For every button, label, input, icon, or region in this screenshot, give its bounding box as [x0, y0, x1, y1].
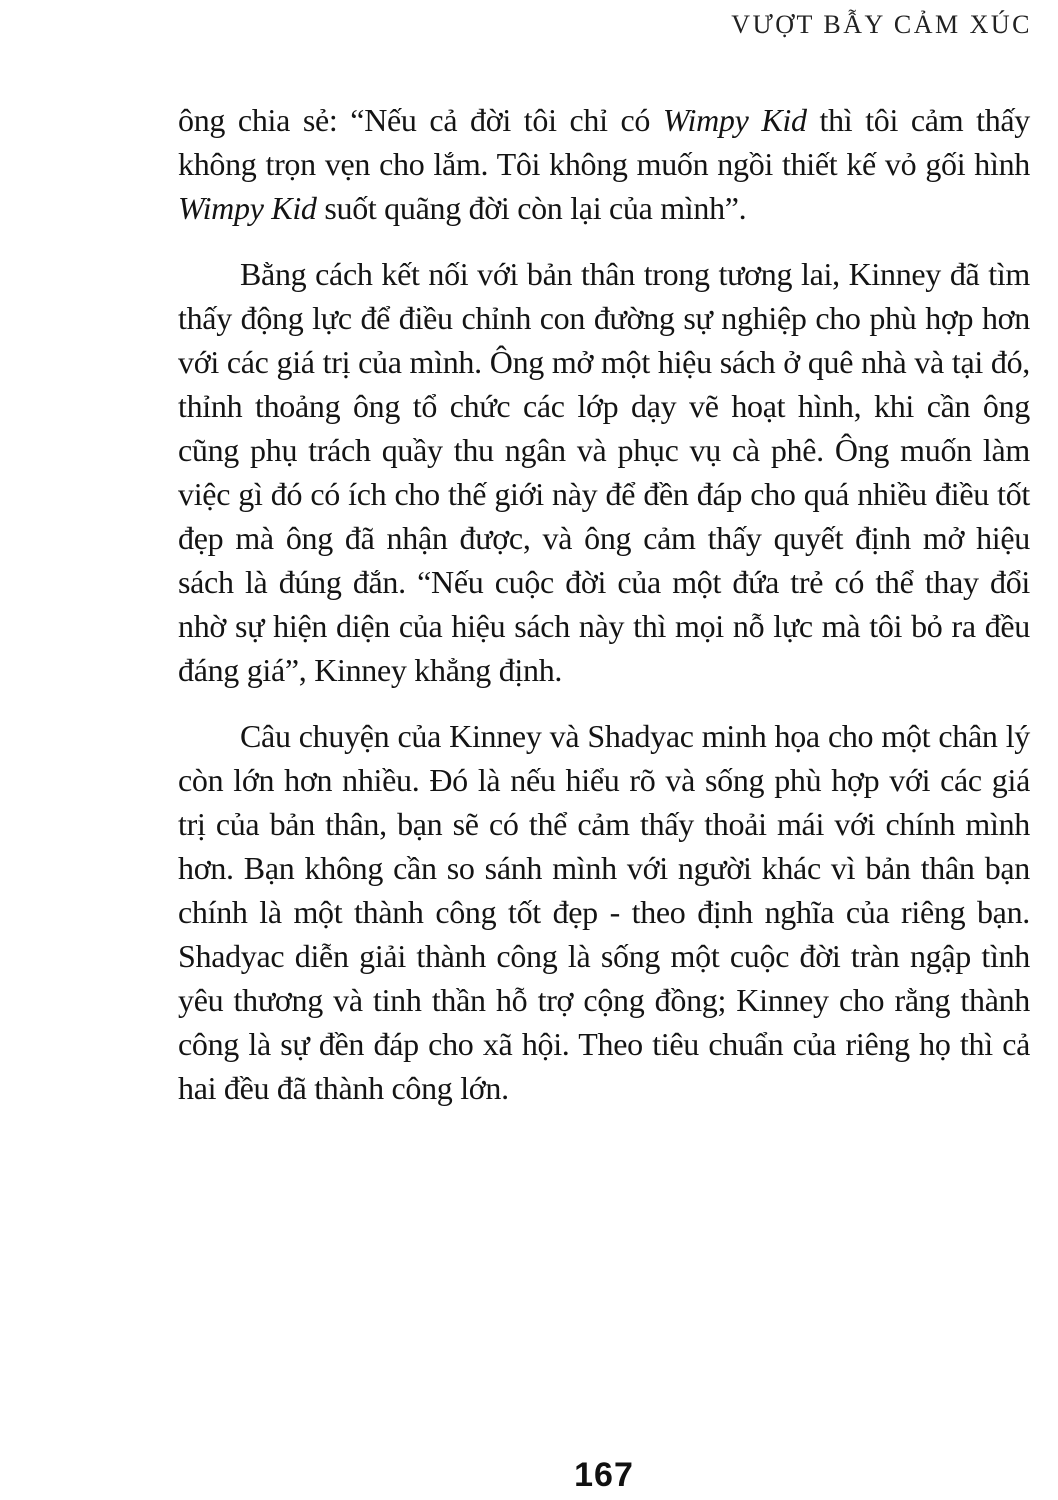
text-segment: suốt quãng đời còn lại của mình”. [316, 190, 747, 226]
text-segment: thì tôi cảm thấy không trọn vẹn cho lắm. Tôi không muốn ngồi thiết kế vỏ gối hình [178, 102, 1030, 182]
text-segment: ông chia sẻ: “Nếu cả đời tôi chỉ có [178, 102, 663, 138]
book-title-italic: Wimpy Kid [662, 102, 807, 138]
body-text [178, 98, 1030, 1132]
book-title-italic: Wimpy Kid [178, 190, 317, 226]
text-segment: Bằng cách kết nối với bản thân trong tương lai, Kinney đã tìm thấy động lực để điều chỉnh con đường sự nghiệp cho phù hợp hơn với các giá trị của mình. Ông mở một hiệu sách ở quê nhà và tại đó, thỉnh thoảng ông tổ chức các lớp dạy vẽ hoạt hình, khi cần ông cũng phụ trách quầy thu ngân và phục vụ cà phê. Ông muốn làm việc gì đó có ích cho thế giới này để đền đáp cho quá nhiều điều tốt đẹp mà ông đã nhận được, và ông cảm thấy quyết định mở hiệu sách là đúng đắn. “Nếu cuộc đời của một đứa trẻ có thể thay đổi nhờ sự hiện diện của hiệu sách này thì mọi nỗ lực mà tôi bỏ ra đều đáng giá”, Kinney khẳng định. [178, 256, 1030, 688]
text-segment: Câu chuyện của Kinney và Shadyac minh họa cho một chân lý còn lớn hơn nhiều. Đó là nếu hiểu rõ và sống phù hợp với các giá trị của bản thân, bạn sẽ có thể cảm thấy thoải mái với chính mình hơn. Bạn không cần so sánh mình với người khác vì bản thân bạn chính là một thành công tốt đẹp - theo định nghĩa của riêng bạn. Shadyac diễn giải thành công là sống một cuộc đời tràn ngập tình yêu thương và tinh thần hỗ trợ cộng đồng; Kinney cho rằng thành công là sự đền đáp cho xã hội. Theo tiêu chuẩn của riêng họ thì cả hai đều đã thành công lớn. [178, 718, 1030, 1106]
running-header: VƯỢT BẪY CẢM XÚC [731, 10, 1032, 39]
paragraph [178, 714, 1030, 1110]
paragraph [178, 252, 1030, 692]
paragraph [178, 98, 1030, 230]
page-number: 167 [574, 1456, 634, 1494]
